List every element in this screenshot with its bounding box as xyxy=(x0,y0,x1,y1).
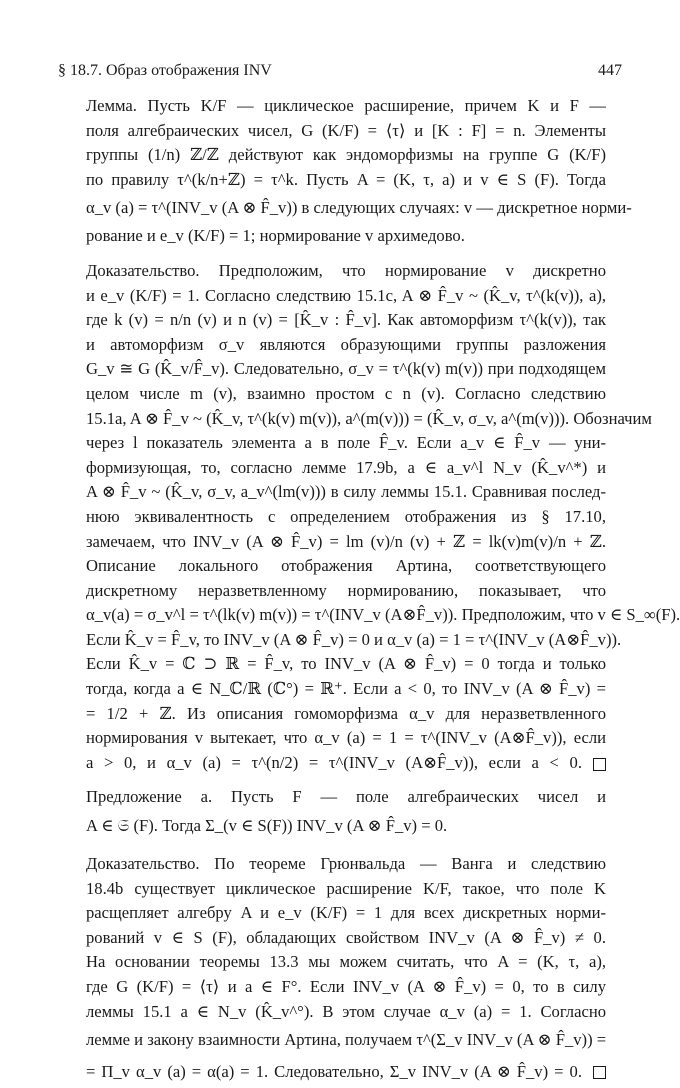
proof-last-line xyxy=(86,751,606,776)
proof-line: 15.1a, A ⊗ F̂_v ~ (K̂_v, τ^(k(v) m(v)), a^(m(v))) = (K̂_v, σ_v, a^(m(v))). Обозначим xyxy=(86,408,652,428)
proof-line: формизующая, то, согласно лемме 17.9b, a ∈ a_v^l N_v (K̂_v^*) и xyxy=(86,457,606,477)
proof-line: α_v(a) = σ_v^l = τ^(lk(v) m(v)) = τ^(INV_v (A⊗F̂_v)). Предположим, что v ∈ S_∞(F). xyxy=(86,605,680,625)
proposition-line: Предложение a. Пусть F — поле алгебраических чисел и xyxy=(86,787,606,807)
running-header xyxy=(58,62,622,84)
proof-line: где k (v) = n/n (v) и n (v) = [K̂_v : F̂_v]. Как автоморфизм τ^(k(v)), так xyxy=(86,310,606,330)
proof-line: = Π_v α_v (a) = α(a) = 1. Следовательно, Σ_v INV_v (A ⊗ F̂_v) = 0. xyxy=(86,1062,582,1082)
proof-line: рований v ∈ S (F), обладающих свойством INV_v (A ⊗ F̂_v) ≠ 0. xyxy=(86,927,606,947)
proof-line: через l показатель элемента a в поле F̂_v. Если a_v ∈ F̂_v — уни- xyxy=(86,433,606,453)
proof-line: = 1/2 + ℤ. Из описания гомоморфизма α_v для неразветвленного xyxy=(86,703,606,723)
proof-line: На основании теоремы 13.3 мы можем считать, что A = (K, τ, a), xyxy=(86,952,606,972)
lemma-block xyxy=(86,94,632,249)
proof-line: Если K̂_v = F̂_v, то INV_v (A ⊗ F̂_v) = 0 и α_v (a) = 1 = τ^(INV_v (A⊗F̂_v)). xyxy=(86,629,622,649)
proof-line: замечаем, что INV_v (A ⊗ F̂_v) = lm (v)/n (v) + ℤ = lk(v)m(v)/n + ℤ. xyxy=(86,531,606,551)
proposition-proof xyxy=(86,852,606,1088)
proof-line: и e_v (K/F) = 1. Согласно следствию 15.1c, A ⊗ F̂_v ~ (K̂_v, τ^(k(v)), a), xyxy=(86,285,606,305)
lemma-line: группы (1/n) ℤ/ℤ действуют как эндоморфизмы на группе G (K/F) xyxy=(86,145,606,165)
proof-line: нюю эквивалентность с определением отображения из § 17.10, xyxy=(86,506,606,526)
proposition-block xyxy=(86,785,606,842)
proof-line: нормирования v вытекает, что α_v (a) = 1 = τ^(INV_v (A⊗F̂_v)), если xyxy=(86,728,606,748)
proof-last-line xyxy=(86,1056,606,1088)
proof-line: Описание локального отображения Артина, соответствующего xyxy=(86,556,606,576)
lemma-line: Лемма. Пусть K/F — циклическое расширение, причем K и F — xyxy=(86,96,606,115)
lemma-line: рование и e_v (K/F) = 1; нормирование v архимедово. xyxy=(86,226,465,246)
proof-line: Доказательство. По теореме Грюнвальда — Ванга и следствию xyxy=(86,854,606,874)
proof-line: леммы 15.1 a ∈ N_v (K̂_v^°). В этом случае α_v (a) = 1. Согласно xyxy=(86,1001,606,1021)
qed-square-icon xyxy=(593,1066,606,1079)
lemma-proof xyxy=(86,259,680,775)
proof-line: расщепляет алгебру A и e_v (K/F) = 1 для всех дискретных норми- xyxy=(86,903,606,923)
proof-line: A ⊗ F̂_v ~ (K̂_v, σ_v, a_v^(lm(v))) в силу леммы 15.1. Сравнивая послед- xyxy=(86,482,606,502)
proposition-line: A ∈ 𝔖 (F). Тогда Σ_(v ∈ S(F)) INV_v (A ⊗ F̂_v) = 0. xyxy=(86,816,448,836)
proof-line: тогда, когда a ∈ N_ℂ/ℝ (ℂ°) = ℝ⁺. Если a < 0, то INV_v (A ⊗ F̂_v) = xyxy=(86,679,606,699)
lemma-line: по правилу τ^(k/n+ℤ) = τ^k. Пусть A = (K, τ, a) и v ∈ S (F). Тогда xyxy=(86,169,606,189)
qed-square-icon xyxy=(593,758,606,771)
lemma-line: α_v (a) = τ^(INV_v (A ⊗ F̂_v)) в следующих случаях: v — дискретное норми- xyxy=(86,198,632,218)
proof-line: и автоморфизм σ_v являются образующими группы разложения xyxy=(86,334,606,354)
proof-line: лемме и закону взаимности Артина, получаем τ^(Σ_v INV_v (A ⊗ F̂_v)) = xyxy=(86,1030,607,1050)
page-body xyxy=(86,94,680,1088)
page-number: 447 xyxy=(598,62,622,79)
lemma-line: поля алгебраических чисел, G (K/F) = ⟨τ⟩ и [K : F] = n. Элементы xyxy=(86,120,606,140)
proof-line: G_v ≅ G (K̂_v/F̂_v). Следовательно, σ_v = τ^(k(v) m(v)) при подходящем xyxy=(86,359,606,379)
proof-line: Если K̂_v = ℂ ⊃ ℝ = F̂_v, то INV_v (A ⊗ F̂_v) = 0 тогда и только xyxy=(86,654,606,674)
section-title: § 18.7. Образ отображения INV xyxy=(58,62,272,79)
proof-line: Доказательство. Предположим, что нормирование v дискретно xyxy=(86,260,606,280)
proof-line: целом числе m (v), взаимно простом с n (v). Согласно следствию xyxy=(86,383,606,403)
proof-line: дискретному неразветвленному нормированию, показывает, что xyxy=(86,580,606,600)
proof-line: где G (K/F) = ⟨τ⟩ и a ∈ F°. Если INV_v (A ⊗ F̂_v) = 0, то в силу xyxy=(86,977,606,996)
proof-line: 18.4b существует циклическое расширение K/F, такое, что поле K xyxy=(86,878,606,898)
proof-line: a > 0, и α_v (a) = τ^(n/2) = τ^(INV_v (A⊗F̂_v)), если a < 0. xyxy=(86,752,582,772)
